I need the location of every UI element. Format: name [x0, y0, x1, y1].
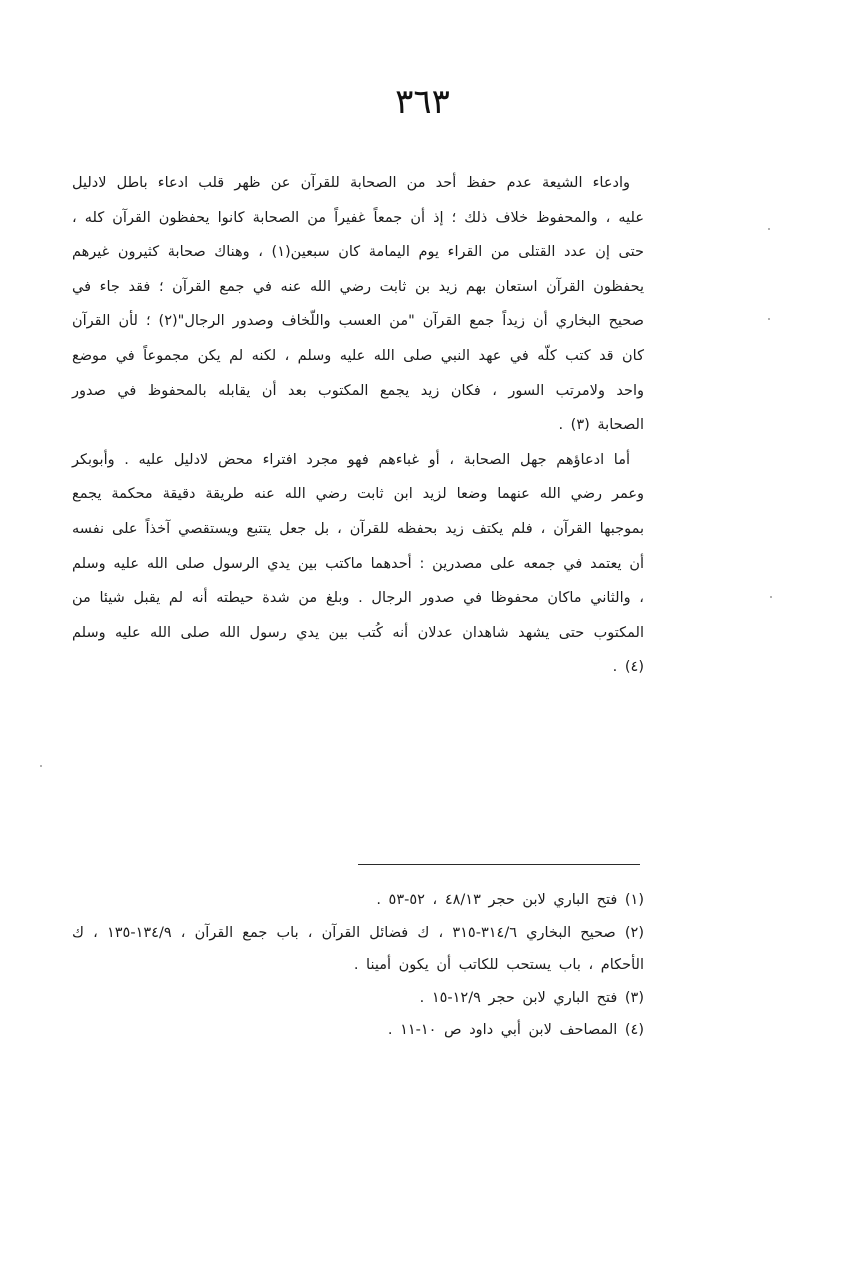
footnote-4: (٤) المصاحف لابن أبي داود ص ١٠-١١ .	[387, 1022, 644, 1038]
scan-speck	[768, 318, 770, 320]
page-number: ٣٦٣	[395, 82, 450, 122]
scan-speck	[768, 228, 770, 230]
scan-speck	[770, 596, 772, 598]
footnotes	[72, 884, 644, 1047]
main-text	[72, 166, 644, 685]
paragraph-2: أما ادعاؤهم جهل الصحابة ، أو غباءهم فهو مجرد افتراء محض لادليل عليه . وأبوبكر وعمر رضي الله عنهما وضعا لزيد ابن ثابت رضي الله عنه طريقة دقيقة محكمة يجمع بموجبها القرآن ، فلم يكتف زيد بحفظه للقرآن ، بل جعل يتتبع ويستقصي آخذاً على نفسه أن يعتمد في جمعه على مصدرين : أحدهما ماكتب بين يدي الرسول صلى الله عليه وسلم ، والثاني ماكان محفوظا في صدور الرجال . وبلغ من شدة حيطته أنه لم يقبل شيئا من المكتوب حتى يشهد شاهدان عدلان أنه كُتب بين يدي رسول الله صلى الله عليه وسلم (٤) .	[72, 451, 644, 676]
footnote-2: (٢) صحيح البخاري ٣١٤/٦-٣١٥ ، ك فضائل القرآن ، باب جمع القرآن ، ١٣٤/٩-١٣٥ ، ك الأحكام ، باب يستحب للكاتب أن يكون أمينا .	[72, 924, 645, 973]
footnote-3: (٣) فتح الباري لابن حجر ١٢/٩-١٥ .	[419, 989, 644, 1006]
scan-speck	[40, 765, 42, 767]
footnote-separator	[358, 864, 640, 865]
footnote-1: (١) فتح الباري لابن حجر ٤٨/١٣ ، ٥٢-٥٣ .	[376, 892, 644, 908]
paragraph-1: وادعاء الشيعة عدم حفظ أحد من الصحابة للقرآن عن ظهر قلب ادعاء باطل لادليل عليه ، والمحفوظ خلاف ذلك ؛ إذ أن جمعاً غفيراً من الصحابة كانوا يحفظون القرآن كله ، حتى إن عدد القتلى من القراء يوم اليمامة كان سبعين(١) ، وهناك صحابة كثيرون غيرهم يحفظون القرآن استعان بهم زيد بن ثابت رضي الله عنه في جمع القرآن ؛ فقد جاء في صحيح البخاري أن زيداً جمع القرآن "من العسب واللّخاف وصدور الرجال"(٢) ؛ لأن القرآن كان قد كتب كلّه في عهد النبي صلى الله عليه وسلم ، لكنه لم يكن مجموعاً في موضع واحد ولامرتب السور ، فكان زيد يجمع المكتوب بعد أن يقابله بالمحفوظ في صدور الصحابة (٣) .	[72, 175, 644, 434]
